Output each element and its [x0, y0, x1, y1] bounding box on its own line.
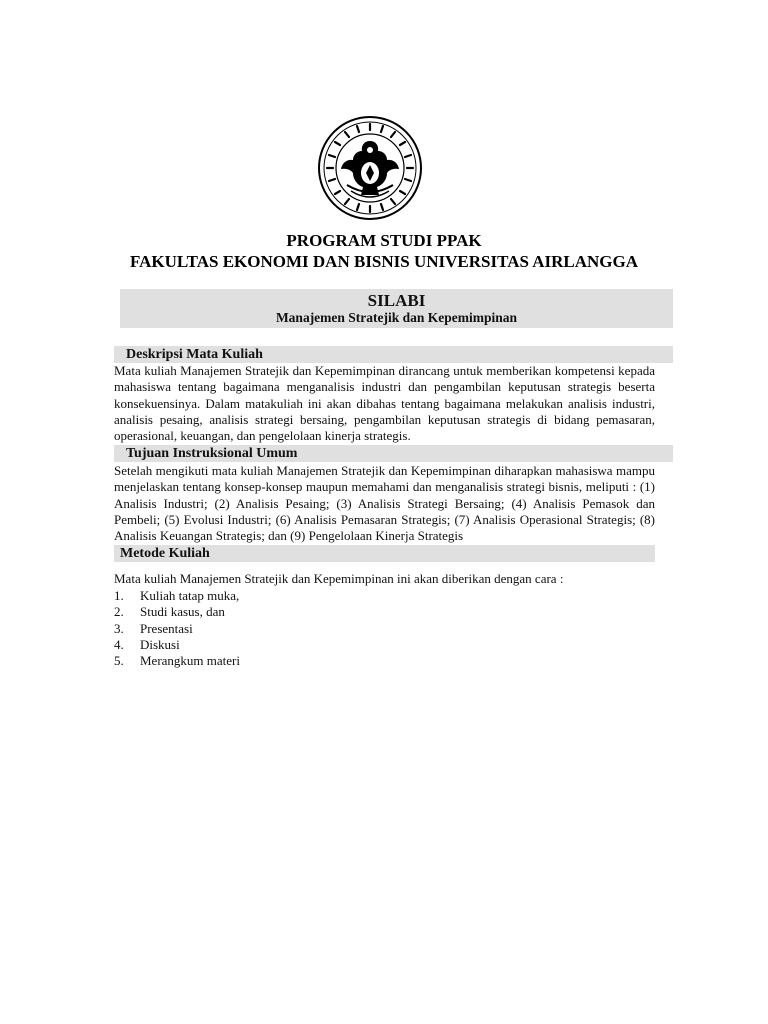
list-item-text: Studi kasus, dan — [140, 604, 225, 620]
deskripsi-text: Mata kuliah Manajemen Stratejik dan Kepemimpinan dirancang untuk memberikan kompetensi kepada mahasiswa tentang bagaimana menganalisis industri dan pengambilan keputusan strategis beserta konsekuensinya. Dalam matakuliah ini akan dibahas tentang bagaimana melakukan analisis industri, analisis pesaing, analisis strategi bersaing, pengambilan keputusan strategis di bidang pemasaran, operasional, keuangan, dan pengelolaan kinerja strategis. — [114, 363, 655, 444]
list-item-number: 1. — [114, 588, 124, 603]
section-heading-tujuan: Tujuan Instruksional Umum — [114, 445, 673, 462]
list-item — [114, 604, 240, 620]
list-item-number: 4. — [114, 636, 124, 652]
university-seal-icon — [317, 115, 423, 221]
course-name: Manajemen Stratejik dan Kepemimpinan — [275, 310, 518, 325]
list-item-number: 3. — [114, 620, 124, 636]
section-heading-deskripsi: Deskripsi Mata Kuliah — [114, 346, 673, 363]
list-item-number: 2. — [114, 604, 124, 620]
list-item — [114, 621, 240, 637]
section-heading-metode: Metode Kuliah — [114, 545, 655, 562]
silabi-title: SILABI — [367, 291, 426, 310]
list-item-text: Presentasi — [140, 620, 193, 636]
list-item-text: Diskusi — [140, 636, 180, 652]
program-title: PROGRAM STUDI PPAK — [286, 231, 482, 250]
list-item-text: Merangkum materi — [140, 653, 240, 669]
list-item-text: Kuliah tatap muka, — [140, 588, 240, 603]
list-item — [114, 588, 240, 604]
tujuan-text: Setelah mengikuti mata kuliah Manajemen Stratejik dan Kepemimpinan diharapkan mahasiswa mampu menjelaskan tentang konsep-konsep maupun memahami dan menganalisis strategi bisnis, meliputi : (1) Analisis Industri; (2) Analisis Pesaing; (3) Analisis Strategi Bersaing; (4) Analisis Pemasok dan Pembeli; (5) Evolusi Industri; (6) Analisis Pemasaran Strategis; (7) Analisis Operasional Strategis; (8) Analisis Keuangan Strategis; dan (9) Pengelolaan Kinerja Strategis — [114, 463, 655, 544]
list-item — [114, 637, 240, 653]
metode-list — [114, 588, 240, 669]
metode-intro: Mata kuliah Manajemen Stratejik dan Kepemimpinan ini akan diberikan dengan cara : — [114, 571, 564, 586]
faculty-title: FAKULTAS EKONOMI DAN BISNIS UNIVERSITAS AIRLANGGA — [129, 252, 639, 271]
list-item-number: 5. — [114, 653, 124, 669]
list-item — [114, 653, 240, 669]
silabi-banner — [120, 289, 673, 328]
